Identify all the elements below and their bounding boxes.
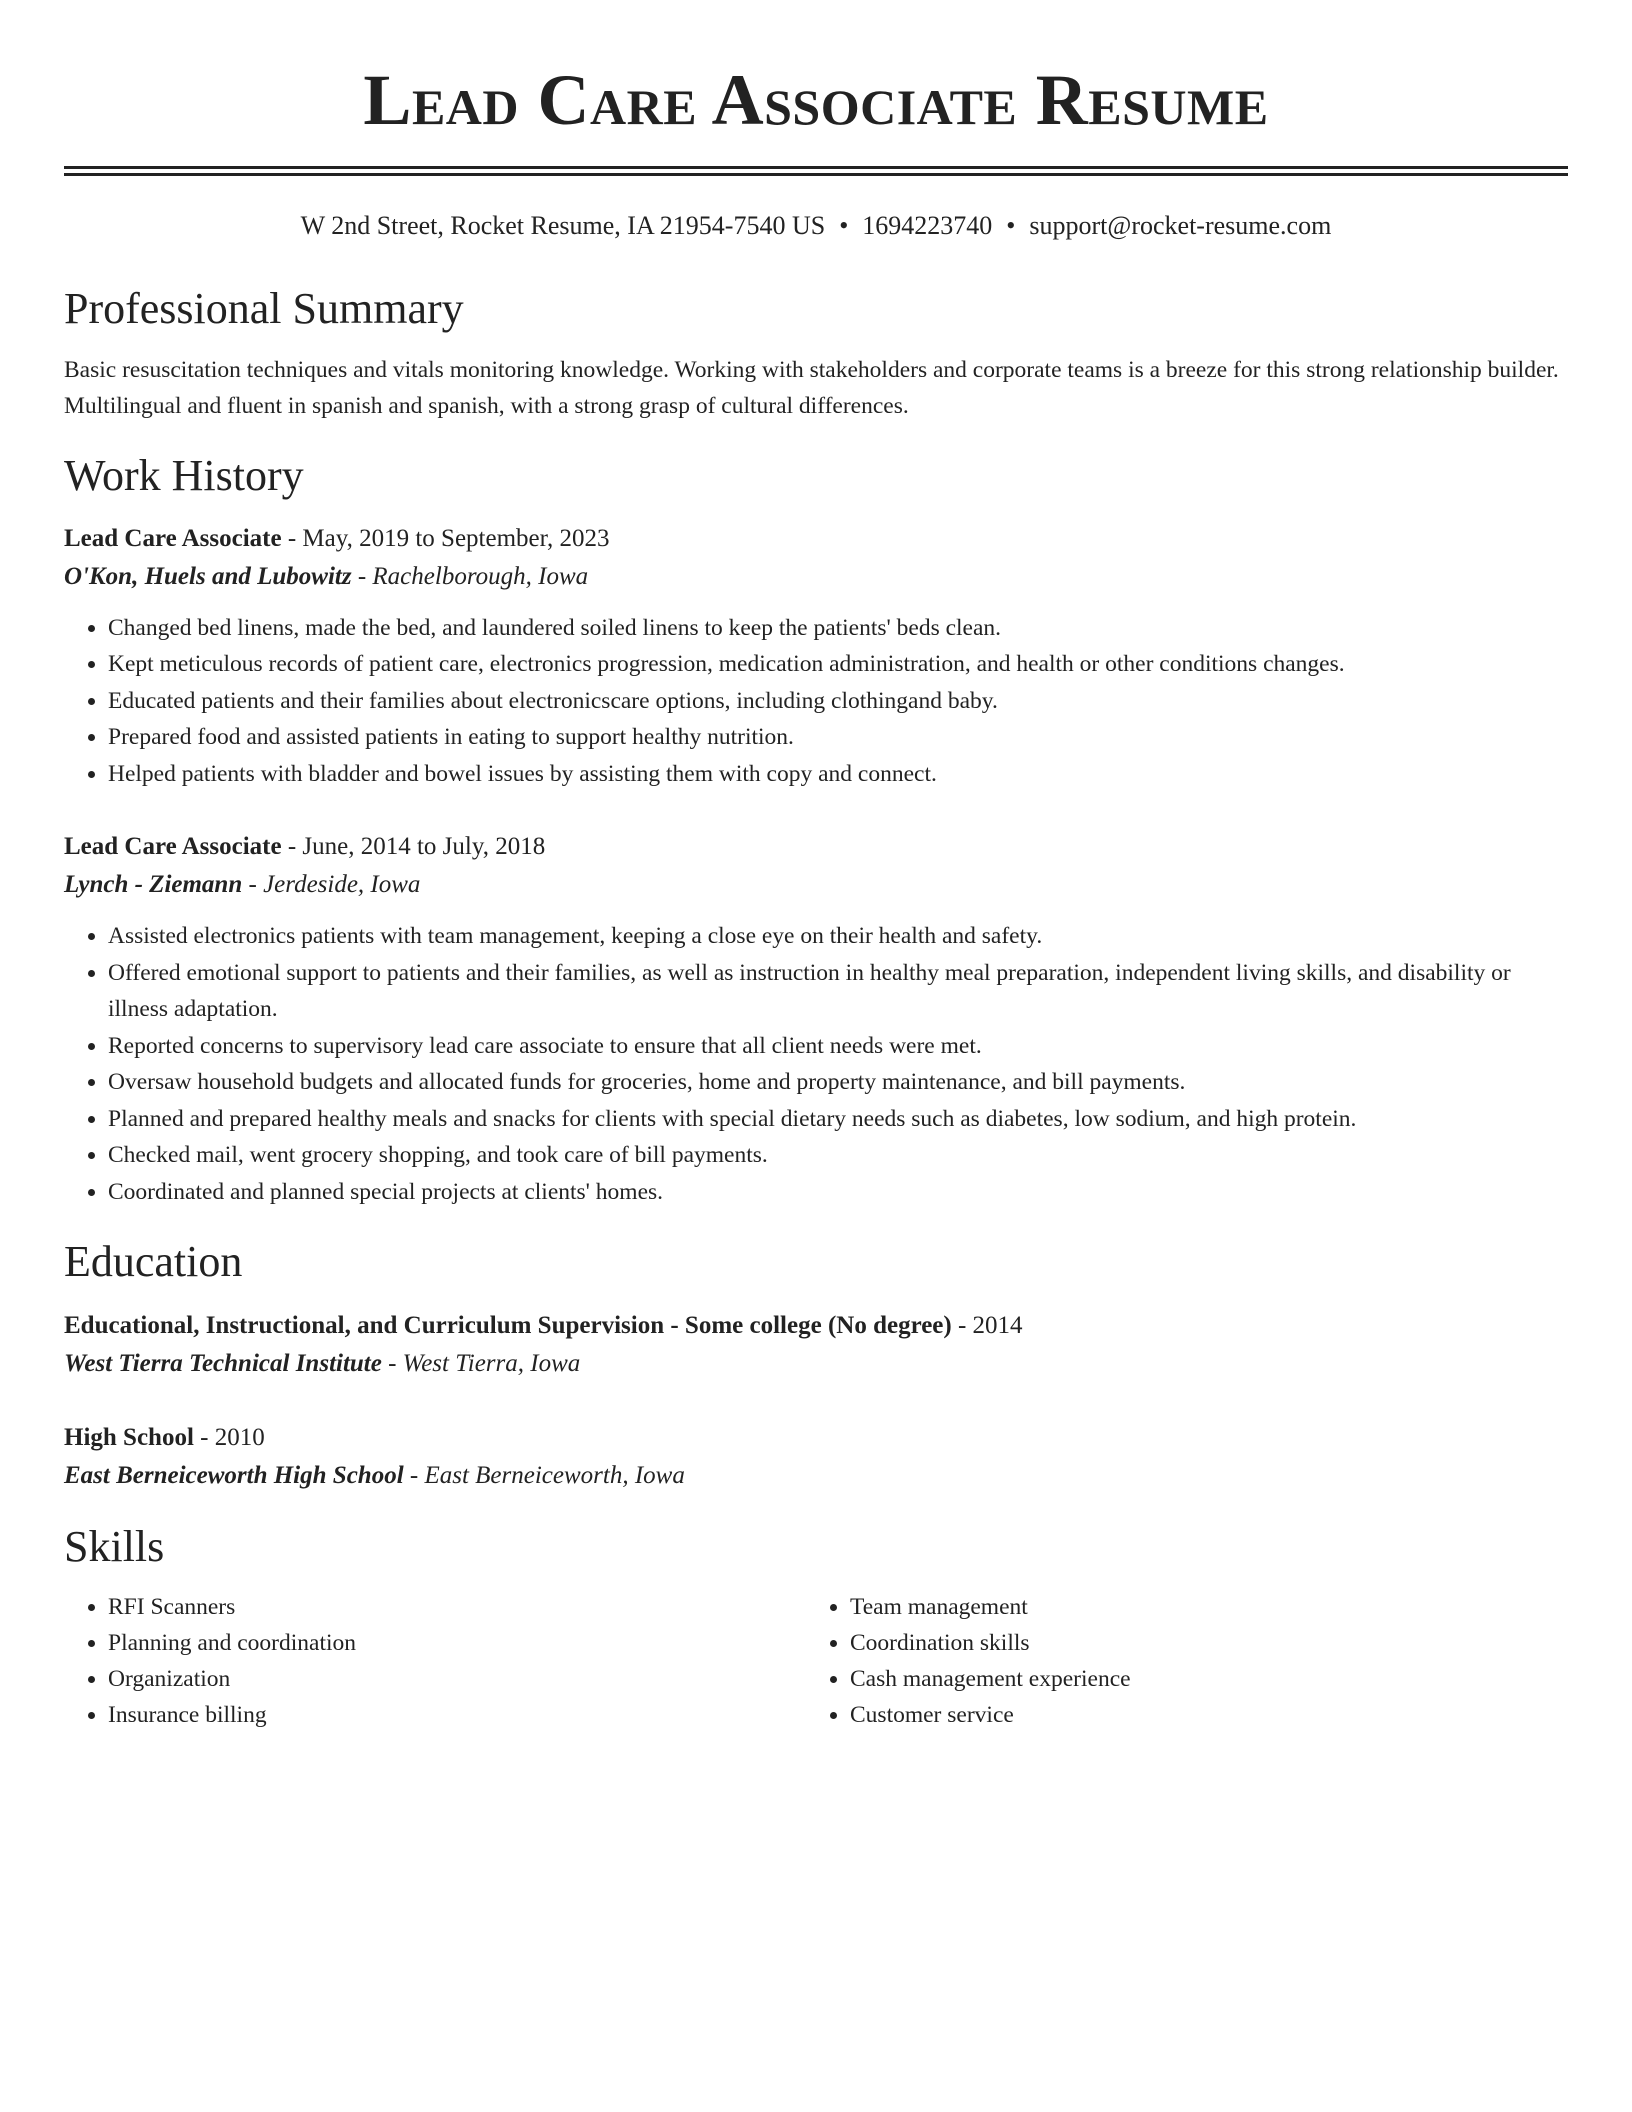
education-degree: High School (64, 1423, 194, 1451)
education-location: - East Berneiceworth, Iowa (403, 1461, 685, 1489)
list-item: • Prepared food and assisted patients in eating to support healthy nutrition. (108, 719, 1568, 756)
list-item: • Coordinated and planned special projects at clients' homes. (108, 1174, 1568, 1211)
list-item: • Insurance billing (108, 1697, 806, 1733)
education-school-line (64, 1345, 1568, 1383)
education-heading: Education (64, 1237, 243, 1287)
skills-column-left (64, 1589, 806, 1733)
summary-text: Basic resuscitation techniques and vitals monitoring knowledge. Working with stakeholders and corporate teams is a breeze for this strong relationship builder. Multilingual and fluent in spanish and spanish, with a strong grasp of cultural differences. (64, 356, 1559, 419)
list-item: • Reported concerns to supervisory lead care associate to ensure that all client needs were met. (108, 1028, 1568, 1065)
list-item: • Assisted electronics patients with team management, keeping a close eye on their health and safety. (108, 918, 1568, 955)
education-entry (64, 1419, 1568, 1495)
education-header (64, 1307, 1568, 1345)
contact-address: W 2nd Street, Rocket Resume, IA 21954-7540 US (300, 211, 826, 240)
job-duties-list (64, 610, 1568, 793)
list-item: • Planned and prepared healthy meals and snacks for clients with special dietary needs such as diabetes, low sodium, and high protein. (108, 1101, 1568, 1138)
job-dates: - June, 2014 to July, 2018 (281, 833, 546, 861)
job-entry (64, 828, 1568, 1210)
job-duties-list (64, 918, 1568, 1210)
contact-line (64, 210, 1568, 241)
job-title: Lead Care Associate (64, 833, 282, 861)
education-school: East Berneiceworth High School (64, 1461, 404, 1489)
education-header (64, 1419, 1568, 1457)
job-company: O'Kon, Huels and Lubowitz (64, 562, 352, 590)
resume-title: Lead Care Associate Resume (363, 60, 1269, 140)
list-item: • Educated patients and their families about electronicscare options, including clothingand baby. (108, 683, 1568, 720)
list-item: • Cash management experience (850, 1661, 1548, 1697)
education-degree: Educational, Instructional, and Curriculum Supervision - Some college (No degree) (64, 1311, 952, 1339)
job-location: - Jerdeside, Iowa (242, 871, 421, 899)
list-item: • Kept meticulous records of patient care, electronics progression, medication administration, and health or other conditions changes. (108, 646, 1568, 683)
list-item: • RFI Scanners (108, 1589, 806, 1625)
list-item: • Changed bed linens, made the bed, and laundered soiled linens to keep the patients' beds clean. (108, 610, 1568, 647)
list-item: • Planning and coordination (108, 1625, 806, 1661)
job-title: Lead Care Associate (64, 524, 282, 552)
list-item: • Customer service (850, 1697, 1548, 1733)
job-employer (64, 558, 1568, 596)
work-history-heading: Work History (64, 450, 304, 500)
title-double-rule (64, 166, 1568, 176)
list-item: • Coordination skills (850, 1625, 1548, 1661)
job-dates: - May, 2019 to September, 2023 (281, 524, 610, 552)
summary-heading: Professional Summary (64, 284, 464, 334)
education-location: - West Tierra, Iowa (381, 1349, 581, 1377)
education-school-line (64, 1457, 1568, 1495)
education-year: - 2010 (193, 1423, 265, 1451)
contact-separator: • (839, 211, 849, 240)
contact-phone: 1694223740 (862, 211, 993, 240)
education-entry (64, 1307, 1568, 1383)
job-location: - Rachelborough, Iowa (351, 562, 589, 590)
education-year: - 2014 (951, 1311, 1023, 1339)
job-header (64, 520, 1568, 558)
skills-column-right (806, 1589, 1548, 1733)
job-entry (64, 520, 1568, 793)
skills-grid (64, 1589, 1568, 1733)
contact-separator: • (1006, 211, 1016, 240)
list-item: • Organization (108, 1661, 806, 1697)
job-company: Lynch - Ziemann (64, 871, 243, 899)
skills-heading: Skills (64, 1521, 165, 1571)
list-item: • Team management (850, 1589, 1548, 1625)
contact-email: support@rocket-resume.com (1029, 211, 1332, 240)
list-item: • Helped patients with bladder and bowel issues by assisting them with copy and connect. (108, 756, 1568, 793)
list-item: • Checked mail, went grocery shopping, and took care of bill payments. (108, 1137, 1568, 1174)
education-school: West Tierra Technical Institute (64, 1349, 382, 1377)
job-header (64, 828, 1568, 866)
job-employer (64, 866, 1568, 904)
list-item: • Offered emotional support to patients and their families, as well as instruction in healthy meal preparation, independent living skills, and disability or illness adaptation. (108, 955, 1568, 1028)
list-item: • Oversaw household budgets and allocated funds for groceries, home and property maintenance, and bill payments. (108, 1064, 1568, 1101)
